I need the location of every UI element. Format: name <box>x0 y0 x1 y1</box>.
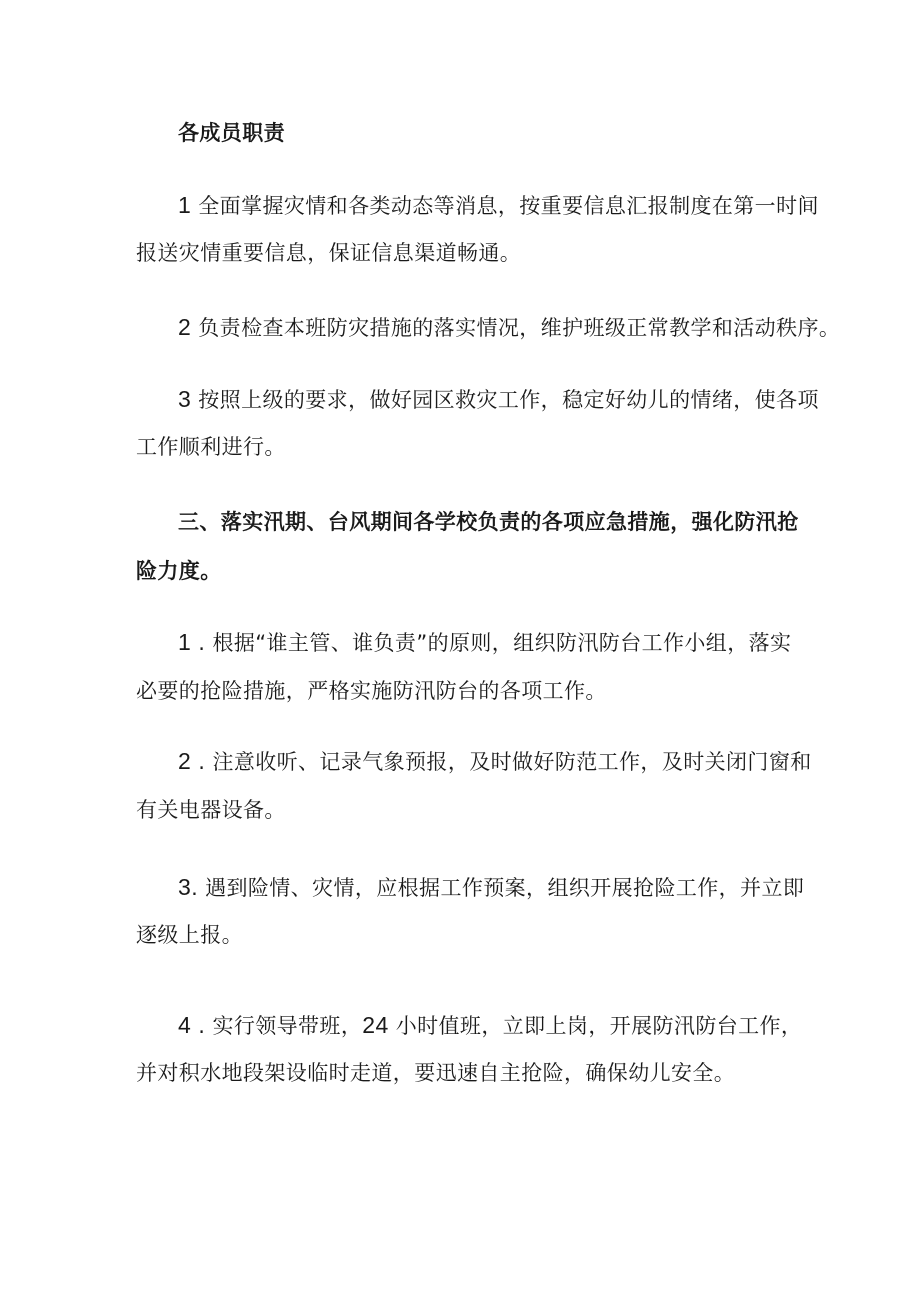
measure-4-line-1: 4 . 实行领导带班，24 小时值班，立即上岗，开展防汛防台工作， <box>178 1012 803 1038</box>
duty-2-number: 2 <box>178 314 192 340</box>
section-3-heading-line-2: 险力度。 <box>136 559 222 583</box>
section-3-heading-line-1: 三、落实汛期、台风期间各学校负责的各项应急措施，强化防汛抢 <box>178 510 799 534</box>
duty-3-number: 3 <box>178 386 192 412</box>
duty-3-line-2: 工作顺利进行。 <box>136 435 286 459</box>
duty-1-line-2: 报送灾情重要信息，保证信息渠道畅通。 <box>136 241 522 265</box>
measure-1-line-1: 1 . 根据“谁主管、谁负责”的原则，组织防汛防台工作小组，落实 <box>178 629 792 655</box>
measure-1-line-2: 必要的抢险措施，严格实施防汛防台的各项工作。 <box>136 679 607 703</box>
measure-2-line-2: 有关电器设备。 <box>136 798 286 822</box>
measure-3-line-2: 逐级上报。 <box>136 923 243 947</box>
measure-4-number: 4 <box>178 1012 192 1038</box>
duty-1-line-1: 1 全面掌握灾情和各类动态等消息，按重要信息汇报制度在第一时间 <box>178 192 819 218</box>
measure-1-number: 1 <box>178 629 192 655</box>
duty-1-number: 1 <box>178 192 192 218</box>
duty-3-line-1: 3 按照上级的要求，做好园区救灾工作，稳定好幼儿的情绪，使各项 <box>178 386 819 412</box>
measure-4-line-2: 并对积水地段架设临时走道，要迅速自主抢险，确保幼儿安全。 <box>136 1061 736 1085</box>
measure-4-hours: 24 <box>362 1012 389 1038</box>
heading-members-duties: 各成员职责 <box>178 121 285 145</box>
measure-3-line-1: 3. 遇到险情、灾情，应根据工作预案，组织开展抢险工作，并立即 <box>178 874 805 900</box>
measure-2-line-1: 2 . 注意收听、记录气象预报，及时做好防范工作，及时关闭门窗和 <box>178 748 812 774</box>
measure-2-number: 2 <box>178 748 192 774</box>
duty-2-line-1: 2 负责检查本班防灾措施的落实情况，维护班级正常教学和活动秩序。 <box>178 314 841 340</box>
measure-3-number: 3. <box>178 874 198 900</box>
